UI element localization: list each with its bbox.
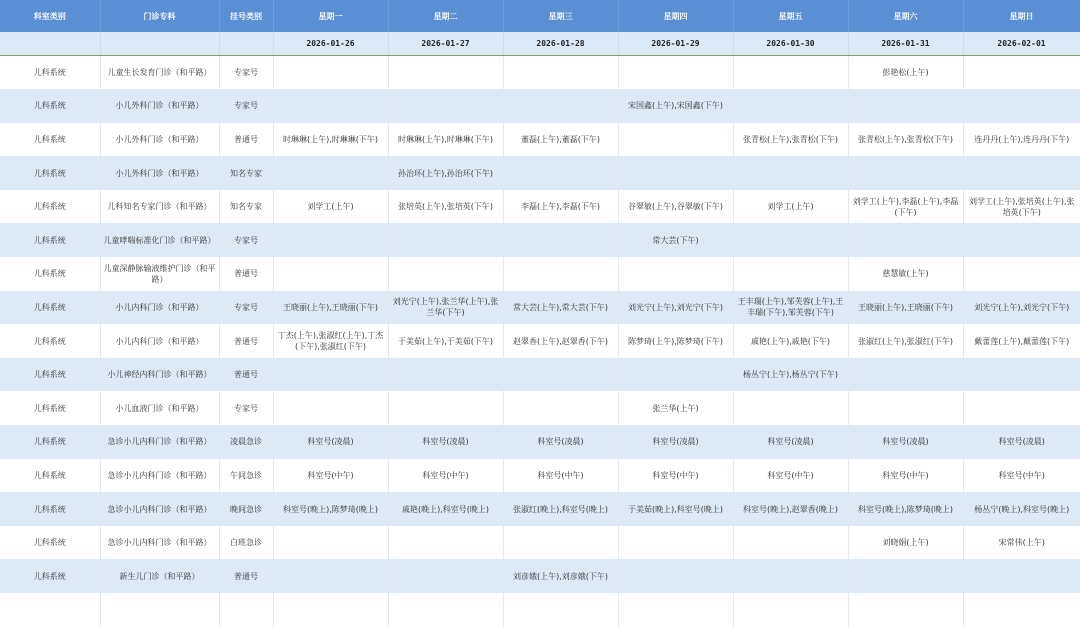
schedule-cell[interactable]: 王晓丽(上午),王晓丽(下午) bbox=[848, 291, 963, 325]
column-header[interactable]: 星期日 bbox=[963, 0, 1080, 32]
department-cell: 儿科系统 bbox=[0, 291, 100, 325]
schedule-cell bbox=[963, 89, 1080, 123]
schedule-cell[interactable]: 戚艳(晚上),科室号(晚上) bbox=[388, 492, 503, 526]
schedule-cell[interactable]: 于美茹(上午),于美茹(下午) bbox=[388, 324, 503, 358]
schedule-cell bbox=[963, 358, 1080, 392]
schedule-cell bbox=[273, 559, 388, 593]
schedule-cell[interactable]: 刘学工(上午),张培英(上午),张培英(下午) bbox=[963, 190, 1080, 224]
schedule-cell bbox=[273, 223, 388, 257]
clinic-cell: 儿童哮喘标准化门诊（和平路） bbox=[100, 223, 219, 257]
schedule-cell bbox=[618, 526, 733, 560]
clinic-cell: 小儿血液门诊（和平路） bbox=[100, 391, 219, 425]
schedule-cell[interactable]: 科室号(中午) bbox=[848, 459, 963, 493]
schedule-cell bbox=[733, 56, 848, 90]
empty-cell bbox=[963, 593, 1080, 627]
schedule-cell bbox=[618, 56, 733, 90]
clinic-cell: 小儿外科门诊（和平路） bbox=[100, 89, 219, 123]
schedule-cell bbox=[503, 156, 618, 190]
schedule-cell[interactable]: 科室号(中午) bbox=[388, 459, 503, 493]
schedule-cell[interactable]: 谷翠敏(上午),谷翠敏(下午) bbox=[618, 190, 733, 224]
schedule-cell[interactable]: 陈梦琦(上午),陈梦琦(下午) bbox=[618, 324, 733, 358]
schedule-cell bbox=[733, 391, 848, 425]
schedule-cell[interactable]: 王晓丽(上午),王晓丽(下午) bbox=[273, 291, 388, 325]
schedule-cell bbox=[733, 257, 848, 291]
schedule-cell bbox=[618, 559, 733, 593]
empty-cell bbox=[503, 593, 618, 627]
empty-cell bbox=[388, 593, 503, 627]
schedule-cell bbox=[273, 156, 388, 190]
clinic-cell: 儿童生长发育门诊（和平路） bbox=[100, 56, 219, 90]
schedule-cell bbox=[618, 156, 733, 190]
department-cell: 儿科系统 bbox=[0, 223, 100, 257]
clinic-cell: 急诊小儿内科门诊（和平路） bbox=[100, 492, 219, 526]
schedule-cell[interactable]: 李磊(上午),李磊(下午) bbox=[503, 190, 618, 224]
schedule-cell bbox=[733, 526, 848, 560]
registration-type-cell: 专家号 bbox=[219, 291, 273, 325]
schedule-cell bbox=[848, 156, 963, 190]
registration-type-cell: 凌晨急诊 bbox=[219, 425, 273, 459]
schedule-cell[interactable]: 科室号(凌晨) bbox=[503, 425, 618, 459]
empty-cell bbox=[618, 593, 733, 627]
empty-cell bbox=[0, 593, 100, 627]
table-row bbox=[0, 257, 1080, 291]
registration-type-cell: 普通号 bbox=[219, 123, 273, 157]
date-header: 2026-02-01 bbox=[963, 32, 1080, 56]
schedule-cell bbox=[963, 223, 1080, 257]
registration-type-cell: 专家号 bbox=[219, 56, 273, 90]
registration-type-cell: 普通号 bbox=[219, 559, 273, 593]
schedule-cell bbox=[848, 391, 963, 425]
schedule-cell[interactable]: 连丹丹(上午),连丹丹(下午) bbox=[963, 123, 1080, 157]
registration-type-cell: 专家号 bbox=[219, 89, 273, 123]
schedule-cell bbox=[503, 89, 618, 123]
registration-type-cell: 午间急诊 bbox=[219, 459, 273, 493]
empty-cell bbox=[848, 593, 963, 627]
clinic-cell: 小儿神经内科门诊（和平路） bbox=[100, 358, 219, 392]
table-row bbox=[0, 559, 1080, 593]
schedule-cell[interactable]: 戚艳(上午),戚艳(下午) bbox=[733, 324, 848, 358]
department-cell: 儿科系统 bbox=[0, 56, 100, 90]
date-header bbox=[0, 32, 100, 56]
schedule-cell[interactable]: 科室号(凌晨) bbox=[618, 425, 733, 459]
schedule-cell[interactable]: 科室号(凌晨) bbox=[963, 425, 1080, 459]
clinic-cell: 小儿外科门诊（和平路） bbox=[100, 123, 219, 157]
registration-type-cell: 知名专家 bbox=[219, 156, 273, 190]
registration-type-cell: 白班急诊 bbox=[219, 526, 273, 560]
schedule-cell[interactable]: 刘学工(上午),李磊(上午),李磊(下午) bbox=[848, 190, 963, 224]
schedule-cell bbox=[733, 156, 848, 190]
department-cell: 儿科系统 bbox=[0, 358, 100, 392]
schedule-cell[interactable]: 宋国鑫(上午),宋国鑫(下午) bbox=[618, 89, 733, 123]
schedule-cell[interactable]: 刘学工(上午) bbox=[733, 190, 848, 224]
schedule-cell bbox=[503, 257, 618, 291]
schedule-cell[interactable]: 张青松(上午),张青松(下午) bbox=[733, 123, 848, 157]
schedule-cell bbox=[503, 56, 618, 90]
table-row bbox=[0, 190, 1080, 224]
schedule-cell[interactable]: 董磊(上午),董磊(下午) bbox=[503, 123, 618, 157]
schedule-cell bbox=[848, 223, 963, 257]
schedule-cell[interactable]: 科室号(晚上),陈梦琦(晚上) bbox=[848, 492, 963, 526]
schedule-cell[interactable]: 于美茹(晚上),科室号(晚上) bbox=[618, 492, 733, 526]
empty-cell bbox=[733, 593, 848, 627]
column-header[interactable]: 挂号类别 bbox=[219, 0, 273, 32]
header-row bbox=[0, 0, 1080, 32]
column-header[interactable]: 星期一 bbox=[273, 0, 388, 32]
schedule-cell[interactable]: 科室号(凌晨) bbox=[273, 425, 388, 459]
table-row bbox=[0, 156, 1080, 190]
clinic-cell: 急诊小儿内科门诊（和平路） bbox=[100, 425, 219, 459]
schedule-cell[interactable]: 杨丛宁(上午),杨丛宁(下午) bbox=[733, 358, 848, 392]
table-row bbox=[0, 492, 1080, 526]
column-header[interactable]: 星期三 bbox=[503, 0, 618, 32]
schedule-cell[interactable]: 科室号(中午) bbox=[618, 459, 733, 493]
schedule-cell bbox=[733, 223, 848, 257]
schedule-cell bbox=[273, 56, 388, 90]
schedule-cell[interactable]: 戴蕾莲(上午),戴蕾莲(下午) bbox=[963, 324, 1080, 358]
schedule-cell bbox=[963, 391, 1080, 425]
schedule-cell[interactable]: 慈慧敏(上午) bbox=[848, 257, 963, 291]
schedule-cell[interactable]: 时琳琳(上午),时琳琳(下午) bbox=[388, 123, 503, 157]
schedule-cell[interactable]: 常大芸(上午),常大芸(下午) bbox=[503, 291, 618, 325]
registration-type-cell: 专家号 bbox=[219, 223, 273, 257]
department-cell: 儿科系统 bbox=[0, 89, 100, 123]
schedule-cell[interactable]: 刘学工(上午) bbox=[273, 190, 388, 224]
schedule-cell bbox=[963, 257, 1080, 291]
schedule-body bbox=[0, 56, 1080, 628]
schedule-cell bbox=[733, 89, 848, 123]
department-cell: 儿科系统 bbox=[0, 324, 100, 358]
clinic-cell: 儿童深静脉输液维护门诊（和平路） bbox=[100, 257, 219, 291]
schedule-cell[interactable]: 杨丛宁(晚上),科室号(晚上) bbox=[963, 492, 1080, 526]
schedule-cell[interactable]: 科室号(中午) bbox=[503, 459, 618, 493]
column-header[interactable]: 星期四 bbox=[618, 0, 733, 32]
column-header[interactable]: 门诊专科 bbox=[100, 0, 219, 32]
clinic-cell: 儿科知名专家门诊（和平路） bbox=[100, 190, 219, 224]
schedule-cell bbox=[503, 526, 618, 560]
table-row bbox=[0, 291, 1080, 325]
table-row bbox=[0, 223, 1080, 257]
table-row bbox=[0, 526, 1080, 560]
schedule-cell[interactable]: 科室号(晚上),陈梦琦(晚上) bbox=[273, 492, 388, 526]
registration-type-cell: 普通号 bbox=[219, 358, 273, 392]
schedule-cell bbox=[503, 391, 618, 425]
date-header bbox=[100, 32, 219, 56]
table-row bbox=[0, 459, 1080, 493]
schedule-cell bbox=[388, 257, 503, 291]
schedule-cell bbox=[963, 156, 1080, 190]
schedule-cell[interactable]: 宋常伟(上午) bbox=[963, 526, 1080, 560]
schedule-cell bbox=[388, 391, 503, 425]
department-cell: 儿科系统 bbox=[0, 526, 100, 560]
date-header bbox=[219, 32, 273, 56]
schedule-cell bbox=[963, 56, 1080, 90]
schedule-cell bbox=[503, 358, 618, 392]
column-header[interactable]: 星期五 bbox=[733, 0, 848, 32]
registration-type-cell: 专家号 bbox=[219, 391, 273, 425]
schedule-cell[interactable]: 王丰瑞(上午),邹芙蓉(上午),王丰瑞(下午),邹芙蓉(下午) bbox=[733, 291, 848, 325]
clinic-cell: 急诊小儿内科门诊（和平路） bbox=[100, 459, 219, 493]
schedule-cell bbox=[388, 559, 503, 593]
table-row bbox=[0, 324, 1080, 358]
schedule-cell[interactable]: 孙治环(上午),孙治环(下午) bbox=[388, 156, 503, 190]
date-header: 2026-01-30 bbox=[733, 32, 848, 56]
date-header: 2026-01-29 bbox=[618, 32, 733, 56]
table-row bbox=[0, 425, 1080, 459]
schedule-cell bbox=[848, 559, 963, 593]
schedule-cell bbox=[273, 257, 388, 291]
empty-cell bbox=[219, 593, 273, 627]
schedule-cell bbox=[963, 559, 1080, 593]
clinic-cell: 小儿外科门诊（和平路） bbox=[100, 156, 219, 190]
column-header[interactable]: 星期二 bbox=[388, 0, 503, 32]
clinic-cell: 小儿内科门诊（和平路） bbox=[100, 291, 219, 325]
schedule-cell[interactable]: 刘晓娟(上午) bbox=[848, 526, 963, 560]
date-header: 2026-01-26 bbox=[273, 32, 388, 56]
department-cell: 儿科系统 bbox=[0, 123, 100, 157]
schedule-cell[interactable]: 张培英(上午),张培英(下午) bbox=[388, 190, 503, 224]
table-row bbox=[0, 89, 1080, 123]
registration-type-cell: 普通号 bbox=[219, 324, 273, 358]
schedule-cell bbox=[503, 223, 618, 257]
registration-type-cell: 晚间急诊 bbox=[219, 492, 273, 526]
empty-cell bbox=[273, 593, 388, 627]
schedule-cell bbox=[848, 89, 963, 123]
department-cell: 儿科系统 bbox=[0, 156, 100, 190]
schedule-cell[interactable]: 科室号(凌晨) bbox=[848, 425, 963, 459]
registration-type-cell: 知名专家 bbox=[219, 190, 273, 224]
schedule-cell bbox=[273, 391, 388, 425]
table-row bbox=[0, 358, 1080, 392]
schedule-cell[interactable]: 科室号(中午) bbox=[963, 459, 1080, 493]
schedule-cell[interactable]: 刘光宁(上午),刘光宁(下午) bbox=[963, 291, 1080, 325]
date-row bbox=[0, 32, 1080, 56]
schedule-cell[interactable]: 刘彦娥(上午),刘彦娥(下午) bbox=[503, 559, 618, 593]
schedule-cell[interactable]: 彭艳松(上午) bbox=[848, 56, 963, 90]
schedule-cell bbox=[733, 559, 848, 593]
schedule-cell[interactable]: 科室号(中午) bbox=[733, 459, 848, 493]
schedule-cell[interactable]: 刘光宁(上午),张兰华(上午),张兰华(下午) bbox=[388, 291, 503, 325]
column-header[interactable]: 星期六 bbox=[848, 0, 963, 32]
schedule-cell[interactable]: 张青松(上午),张青松(下午) bbox=[848, 123, 963, 157]
schedule-cell[interactable]: 科室号(晚上),赵翠香(晚上) bbox=[733, 492, 848, 526]
schedule-cell[interactable]: 张淑红(晚上),科室号(晚上) bbox=[503, 492, 618, 526]
clinic-cell: 新生儿门诊（和平路） bbox=[100, 559, 219, 593]
table-row bbox=[0, 391, 1080, 425]
schedule-cell bbox=[273, 89, 388, 123]
empty-cell bbox=[100, 593, 219, 627]
schedule-cell bbox=[388, 526, 503, 560]
registration-type-cell: 普通号 bbox=[219, 257, 273, 291]
schedule-cell bbox=[388, 89, 503, 123]
schedule-cell bbox=[618, 257, 733, 291]
empty-row bbox=[0, 593, 1080, 627]
schedule-cell[interactable]: 张兰华(上午) bbox=[618, 391, 733, 425]
schedule-cell bbox=[273, 526, 388, 560]
schedule-cell[interactable]: 科室号(中午) bbox=[273, 459, 388, 493]
column-header[interactable]: 科室类别 bbox=[0, 0, 100, 32]
schedule-cell[interactable]: 赵翠香(上午),赵翠香(下午) bbox=[503, 324, 618, 358]
department-cell: 儿科系统 bbox=[0, 559, 100, 593]
schedule-cell bbox=[273, 358, 388, 392]
clinic-cell: 小儿内科门诊（和平路） bbox=[100, 324, 219, 358]
clinic-cell: 急诊小儿内科门诊（和平路） bbox=[100, 526, 219, 560]
schedule-cell[interactable]: 科室号(凌晨) bbox=[733, 425, 848, 459]
department-cell: 儿科系统 bbox=[0, 190, 100, 224]
department-cell: 儿科系统 bbox=[0, 391, 100, 425]
schedule-cell[interactable]: 时琳琳(上午),时琳琳(下午) bbox=[273, 123, 388, 157]
date-header: 2026-01-27 bbox=[388, 32, 503, 56]
schedule-cell bbox=[618, 358, 733, 392]
schedule-cell[interactable]: 科室号(凌晨) bbox=[388, 425, 503, 459]
table-row bbox=[0, 56, 1080, 90]
schedule-cell[interactable]: 刘光宁(上午),刘光宁(下午) bbox=[618, 291, 733, 325]
schedule-cell bbox=[388, 358, 503, 392]
date-header: 2026-01-31 bbox=[848, 32, 963, 56]
schedule-cell[interactable]: 张淑红(上午),张淑红(下午) bbox=[848, 324, 963, 358]
department-cell: 儿科系统 bbox=[0, 492, 100, 526]
table-row bbox=[0, 123, 1080, 157]
date-header: 2026-01-28 bbox=[503, 32, 618, 56]
department-cell: 儿科系统 bbox=[0, 459, 100, 493]
schedule-cell[interactable]: 丁杰(上午),张淑红(上午),丁杰(下午),张淑红(下午) bbox=[273, 324, 388, 358]
schedule-cell bbox=[848, 358, 963, 392]
schedule-cell bbox=[388, 223, 503, 257]
schedule-cell bbox=[618, 123, 733, 157]
schedule-cell[interactable]: 常大芸(下午) bbox=[618, 223, 733, 257]
schedule-cell bbox=[388, 56, 503, 90]
department-cell: 儿科系统 bbox=[0, 257, 100, 291]
department-cell: 儿科系统 bbox=[0, 425, 100, 459]
